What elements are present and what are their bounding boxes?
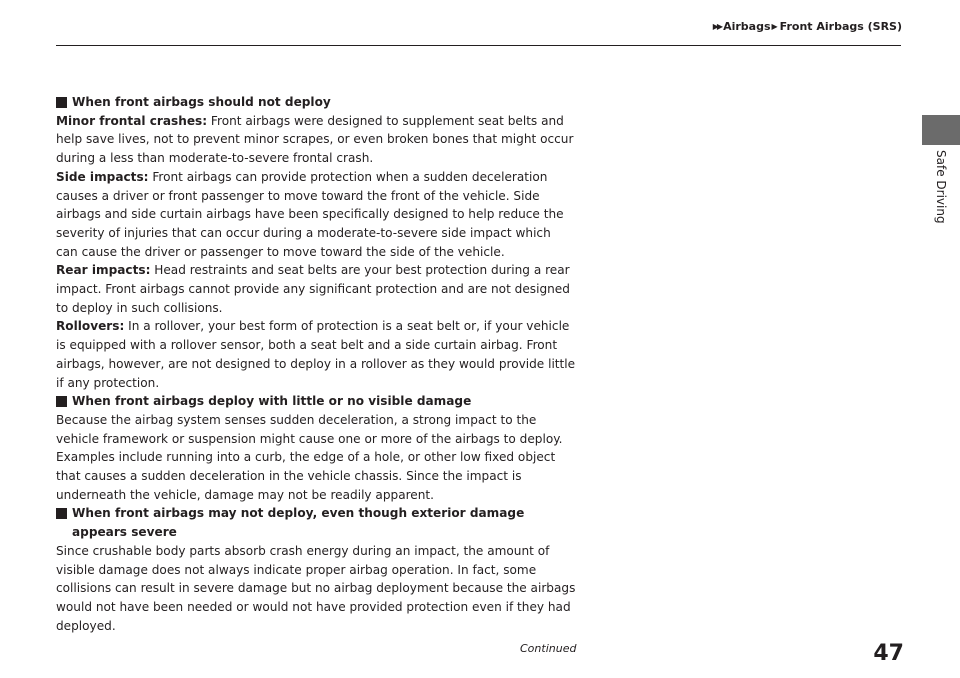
- arrow-icon: ▶: [771, 22, 778, 31]
- section-heading-text: When front airbags may not deploy, even though exterior damage appears severe: [72, 506, 525, 540]
- side-tab-marker: [922, 115, 960, 145]
- paragraph-lead: Minor frontal crashes:: [56, 113, 208, 128]
- square-bullet-icon: [56, 508, 67, 519]
- breadcrumb: [713, 20, 902, 33]
- continued-label: Continued: [520, 642, 577, 655]
- paragraph-lead: Rear impacts:: [56, 263, 151, 278]
- breadcrumb-section[interactable]: Airbags: [723, 20, 771, 33]
- paragraph-lead: Rollovers:: [56, 319, 125, 334]
- square-bullet-icon: [56, 396, 67, 407]
- header-divider: [56, 45, 901, 46]
- side-tab-label: Safe Driving: [934, 150, 948, 224]
- paragraph: [56, 261, 576, 317]
- section-heading: [56, 504, 576, 541]
- main-content: [56, 93, 576, 635]
- square-bullet-icon: [56, 97, 67, 108]
- section-heading: [56, 392, 576, 411]
- paragraph-text: Front airbags can provide protection when a sudden deceleration causes a driver or front passenger to move toward the front of the vehicle. Side airbags and side curtain airbags have been specifically designed to help reduce the severity of injuries that can occur during a moderate-to-severe side impact which can cause the driver or passenger to move toward the side of the vehicle.: [56, 169, 564, 259]
- section-heading: [56, 93, 576, 112]
- breadcrumb-subsection: Front Airbags (SRS): [779, 20, 902, 33]
- paragraph-text: In a rollover, your best form of protection is a seat belt or, if your vehicle is equipped with a rollover sensor, both a seat belt and a side curtain airbag. Front airbags, however, are not designed to deploy in a rollover as they would provide little if any protection.: [56, 319, 576, 390]
- double-arrow-icon: ▶▶: [712, 22, 722, 31]
- paragraph-text: Since crushable body parts absorb crash energy during an impact, the amount of visible damage does not always indicate proper airbag operation. In fact, some collisions can result in severe damage but no airbag deployment because the airbags would not have been needed or would not have provided protection even if they had deployed.: [56, 543, 576, 633]
- paragraph: [56, 112, 576, 168]
- paragraph: [56, 411, 576, 505]
- page-number: 47: [873, 641, 904, 666]
- paragraph-lead: Side impacts:: [56, 169, 149, 184]
- paragraph-text: Head restraints and seat belts are your best protection during a rear impact. Front airbags cannot provide any significant protection and are not designed to deploy in such collisions.: [56, 263, 570, 315]
- paragraph-text: Because the airbag system senses sudden deceleration, a strong impact to the vehicle framework or suspension might cause one or more of the airbags to deploy. Examples include running into a curb, the edge of a hole, or other low fixed object that causes a sudden deceleration in the vehicle chassis. Since the impact is underneath the vehicle, damage may not be readily apparent.: [56, 412, 563, 502]
- section-heading-text: When front airbags should not deploy: [72, 95, 331, 109]
- section-heading-text: When front airbags deploy with little or no visible damage: [72, 394, 472, 409]
- paragraph: [56, 168, 576, 262]
- paragraph-text: Front airbags were designed to supplement seat belts and help save lives, not to prevent minor scrapes, or even broken bones that might occur during a less than moderate-to-severe frontal crash.: [56, 113, 574, 166]
- paragraph: [56, 317, 576, 392]
- paragraph: [56, 542, 576, 636]
